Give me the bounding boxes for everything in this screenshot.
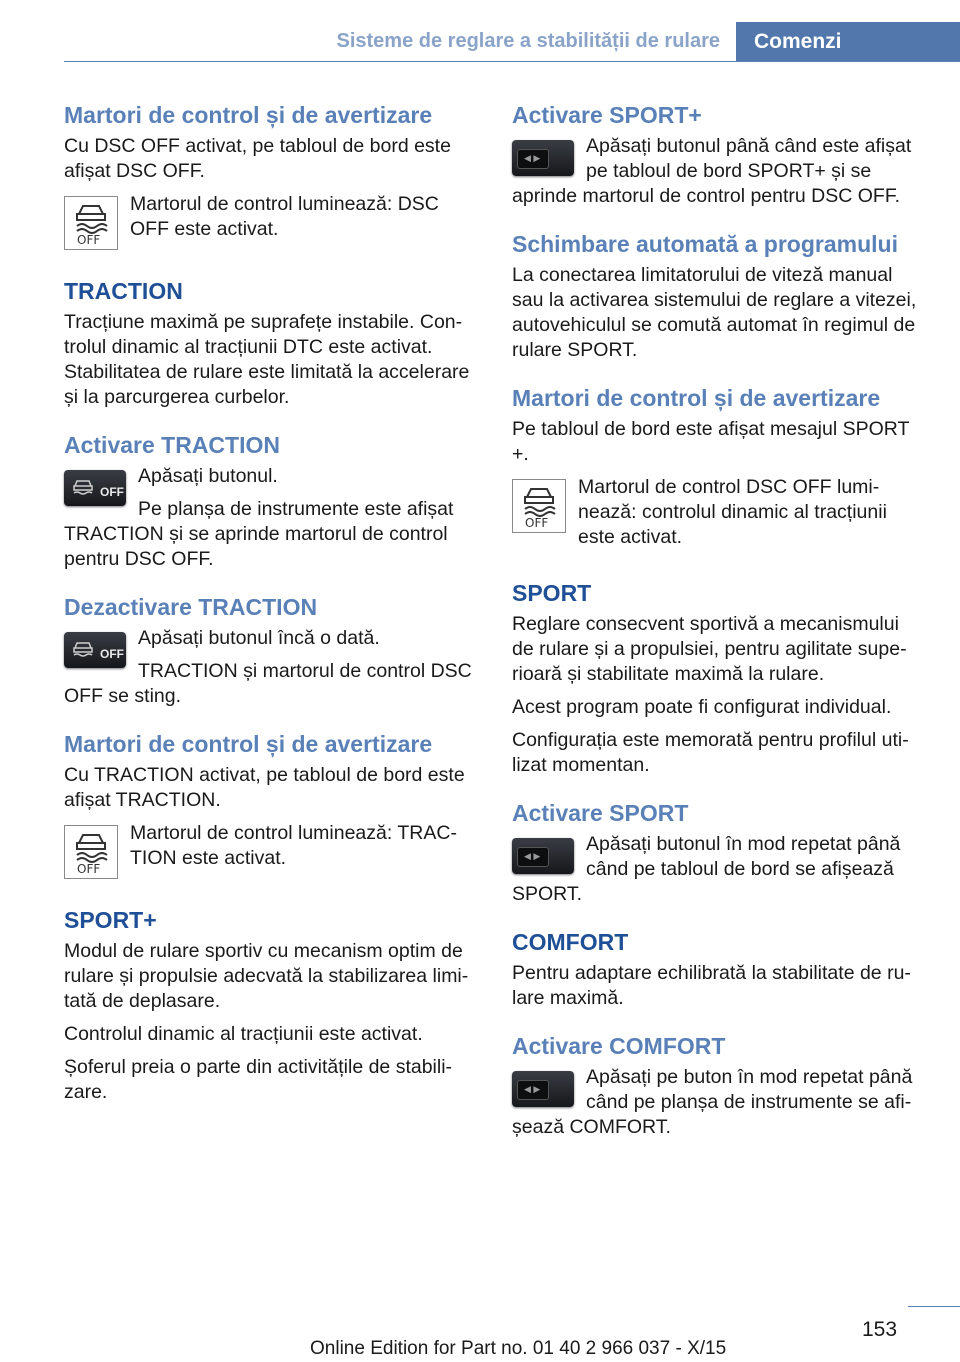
edition-note: Online Edition for Part no. 01 40 2 966 037 - X/15 [310, 1338, 727, 1359]
indicator-text-1: Martorul de control luminează: DSC OFF este activat. [130, 193, 439, 240]
header-chapter-label: Comenzi [754, 30, 842, 53]
indicator-figure-2 [64, 821, 478, 885]
indicator-figure-3 [512, 475, 926, 558]
dsc-off-indicator-icon [64, 196, 118, 250]
heading-comfort: COMFORT [512, 929, 629, 955]
para-comfort: Pentru adaptare echilibrată la stabilitate de rulare maximă. [512, 962, 911, 1009]
para-traction: Tracțiune maximă pe suprafețe instabile. Controlul dinamic al tracțiunii DTC este activat. Stabilitatea de rulare este limitată la accelerare și la parcurgerea curbelor. [64, 311, 470, 408]
heading-activate-sport-plus: Activare SPORT+ [512, 102, 702, 128]
para-sport-3: Configurația este memorată pentru profilul utilizat momentan. [512, 729, 909, 776]
page-number: 153 [862, 1318, 898, 1341]
para-activate-sport-plus: Apăsați butonul până când este afișat pe tabloul de bord SPORT+ și se aprinde martorul de control pentru DSC OFF. [512, 135, 912, 207]
header-section-title: Sisteme de reglare a stabilității de rulare [336, 30, 720, 52]
heading-sport-plus: SPORT+ [64, 907, 157, 933]
para-press-again: Apăsați butonul încă o dată. [138, 627, 380, 649]
heading-warning-lights-1: Martori de control și de avertizare [64, 102, 433, 128]
left-column [64, 100, 478, 1125]
heading-activate-sport: Activare SPORT [512, 800, 689, 826]
heading-warning-lights-3: Martori de control și de avertizare [512, 385, 881, 411]
para-sport-1: Reglare consecvent sportivă a mecanismului de rulare și a propulsiei, pentru agilitate superioară și stabilitate maximă la rulare. [512, 613, 907, 685]
para-activate-comfort: Apăsați pe buton în mod repetat până când pe planșa de instrumente se afișează COMFORT. [512, 1066, 913, 1138]
heading-activate-traction: Activare TRACTION [64, 432, 280, 458]
heading-sport: SPORT [512, 580, 592, 606]
mode-switch-icon-2: ◀ ▶ [512, 838, 574, 874]
svg-text:OFF: OFF [77, 233, 101, 246]
heading-activate-comfort: Activare COMFORT [512, 1033, 726, 1059]
right-column [512, 100, 926, 1160]
para-sport-plus-msg: Pe tabloul de bord este afișat mesajul SPORT +. [512, 418, 910, 465]
header-rule [64, 61, 960, 62]
footer-rule [908, 1306, 960, 1307]
para-sport-plus-1: Modul de rulare sportiv cu mecanism optim de rulare și propulsie adecvată la stabilizarea limitată de deplasare. [64, 940, 469, 1012]
para-activate-sport: Apăsați butonul în mod repetat până când pe tabloul de bord se afișează SPORT. [512, 833, 901, 905]
heading-deactivate-traction: Dezactivare TRACTION [64, 594, 318, 620]
dsc-off-indicator-icon-2 [64, 825, 118, 879]
para-traction-displayed: Pe planșa de instrumente este afișat TRACTION și se aprinde martorul de control pentru DSC OFF. [64, 498, 454, 570]
dsc-off-indicator-icon-3 [512, 479, 566, 533]
dsc-off-button-icon: OFF [64, 470, 126, 506]
para-sport-plus-3: Șoferul preia o parte din activitățile de stabilizare. [64, 1056, 453, 1103]
para-sport-2: Acest program poate fi configurat individual. [512, 696, 892, 718]
para-dsc-off: Cu DSC OFF activat, pe tabloul de bord este afișat DSC OFF. [64, 135, 451, 182]
indicator-text-2: Martorul de control luminează: TRACTION este activat. [130, 822, 457, 869]
dsc-off-button-icon-2: OFF [64, 632, 126, 668]
para-auto-program: La conectarea limitatorului de viteză manual sau la activarea sistemului de reglare a vitezei, autovehiculul se comută automat în regimul de rulare SPORT. [512, 264, 917, 361]
mode-switch-icon: ◀ ▶ [512, 140, 574, 176]
para-traction-active: Cu TRACTION activat, pe tabloul de bord este afișat TRACTION. [64, 764, 465, 811]
para-sport-plus-2: Controlul dinamic al tracțiunii este activat. [64, 1023, 423, 1045]
heading-warning-lights-2: Martori de control și de avertizare [64, 731, 433, 757]
svg-text:OFF: OFF [525, 516, 549, 529]
heading-traction: TRACTION [64, 278, 183, 304]
indicator-figure-1 [64, 192, 478, 256]
svg-text:OFF: OFF [77, 862, 101, 875]
para-traction-off: TRACTION și martorul de control DSC OFF se sting. [64, 660, 472, 707]
para-press-button: Apăsați butonul. [138, 465, 278, 487]
heading-auto-program: Schimbare automată a programului [512, 231, 898, 257]
mode-switch-icon-3: ◀ ▶ [512, 1071, 574, 1107]
header-chapter-tab[interactable] [736, 22, 960, 62]
indicator-text-3: Martorul de control DSC OFF luminează: controlul dinamic al tracțiunii este activat. [578, 476, 887, 548]
